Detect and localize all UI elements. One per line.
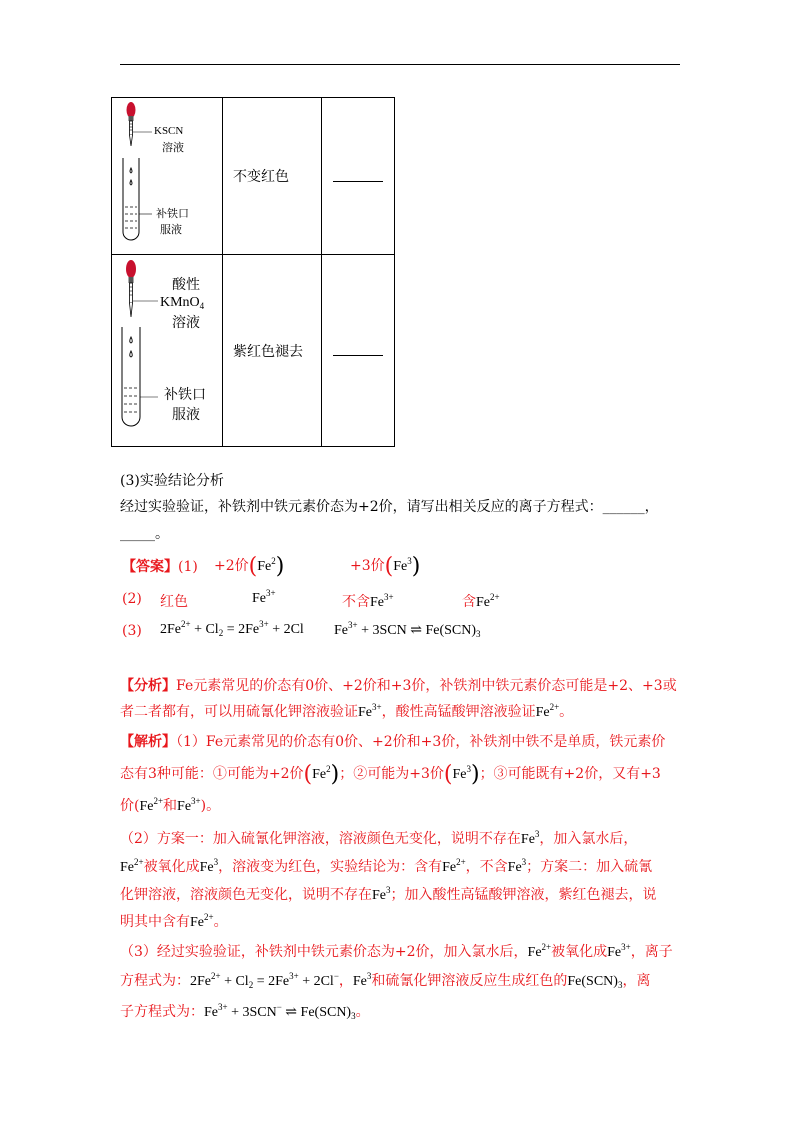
explanation-line: 明其中含有$Fe^{2+}$。 [120,912,228,930]
answer-blank-line [333,341,383,356]
explanation-line: 价($Fe^{2+}$和$Fe^{3+}$)。 [120,796,221,814]
answer-item: 红色 [160,594,188,610]
dropper-test-tube-icon [112,255,222,446]
answer-item: (3) [122,623,142,639]
answer-label: 【答案】(1) [122,559,198,575]
answer-blank-line [333,167,383,182]
reagent-label: 酸性 [172,277,200,293]
explanation-line: $Fe^{2+}$被氧化成Fe$^3$，溶液变为红色，实验结论为：含有$Fe^{2+}$，不含Fe$^3$；方案二：加入硫氰 [120,857,653,875]
answer-item: 含$Fe^{2+}$ [462,592,500,610]
reagent-label: 溶液 [162,141,184,154]
ion-equation: $2Fe^{2+} + Cl_2 = 2Fe^{3+} + 2Cl$ [160,619,304,638]
sample-label: 服液 [172,407,200,423]
kscn-test-figure [112,98,223,255]
answer-blank-cell [322,255,395,447]
question-text: 经过实验验证，补铁剂中铁元素价态为+2价，请写出相关反应的离子方程式：______， [120,499,659,515]
explanation-line: （3）经过实验验证，补铁剂中铁元素价态为+2价，加入氯水后，$Fe^{2+}$被氧化成$Fe^{3+}$，离子 [120,942,673,960]
question-text: _____。 [120,526,169,542]
explanation-line: （2）方案一：加入硫氰化钾溶液，溶液颜色无变化，说明不存在Fe$^3$，加入氯水后， [120,829,638,847]
explanation-line: 子方程式为：$Fe^{3+} + 3SCN^-$ ⇌ $Fe(SCN)_3$。 [120,1002,370,1021]
sample-label: 服液 [160,223,182,236]
answer-item: +3价(Fe$^3$) [350,554,421,579]
kmno4-test-figure [112,255,223,447]
table-row [112,255,395,447]
answer-blank-cell [322,98,395,255]
table-row [112,98,395,255]
sample-label: 补铁口 [156,207,189,220]
question-heading: (3)实验结论分析 [120,473,224,489]
answer-item: 不含$Fe^{3+}$ [342,592,394,610]
sample-label: 补铁口 [164,387,206,403]
analysis-line: 者二者都有，可以用硫氰化钾溶液验证$Fe^{3+}$，酸性高锰酸钾溶液验证$Fe^{2+}$。 [120,702,574,720]
experiment-table [111,97,395,447]
reagent-label: KSCN [154,125,184,137]
ion-equation: $Fe^{3+} + 3SCN$ ⇌ $Fe(SCN)_3$ [334,620,481,639]
explanation-line: 【解析】（1）Fe元素常见的价态有0价、+2价和+3价，补铁剂中铁不是单质，铁元素价 [120,734,666,750]
reagent-label: KMnO$_4$ [160,295,205,311]
observation-cell: 不变红色 [223,98,322,255]
explanation-line: 方程式为：$2Fe^{2+} + Cl_2 = 2Fe^{3+} + 2Cl^-$，Fe$^3$和硫氰化钾溶液反应生成红色的$Fe(SCN)_3$，离 [120,971,651,990]
header-rule [120,64,680,65]
explanation-line: 态有3种可能：①可能为+2价(Fe$^2$)；②可能为+3价(Fe$^3$)；③可能既有+2价，又有+3 [120,762,661,787]
answer-item: (2) [122,591,142,607]
observation-cell: 紫红色褪去 [223,255,322,447]
explanation-line: 化钾溶液，溶液颜色无变化，说明不存在Fe$^3$；加入酸性高锰酸钾溶液，紫红色褪去，说 [120,885,657,903]
reagent-label: 溶液 [172,315,200,331]
answer-item: $Fe^{3+}$ [252,588,276,606]
answer-item: +2价(Fe$^2$) [214,554,285,579]
analysis-line: 【分析】Fe元素常见的价态有0价、+2价和+3价，补铁剂中铁元素价态可能是+2、+3或 [120,678,677,694]
